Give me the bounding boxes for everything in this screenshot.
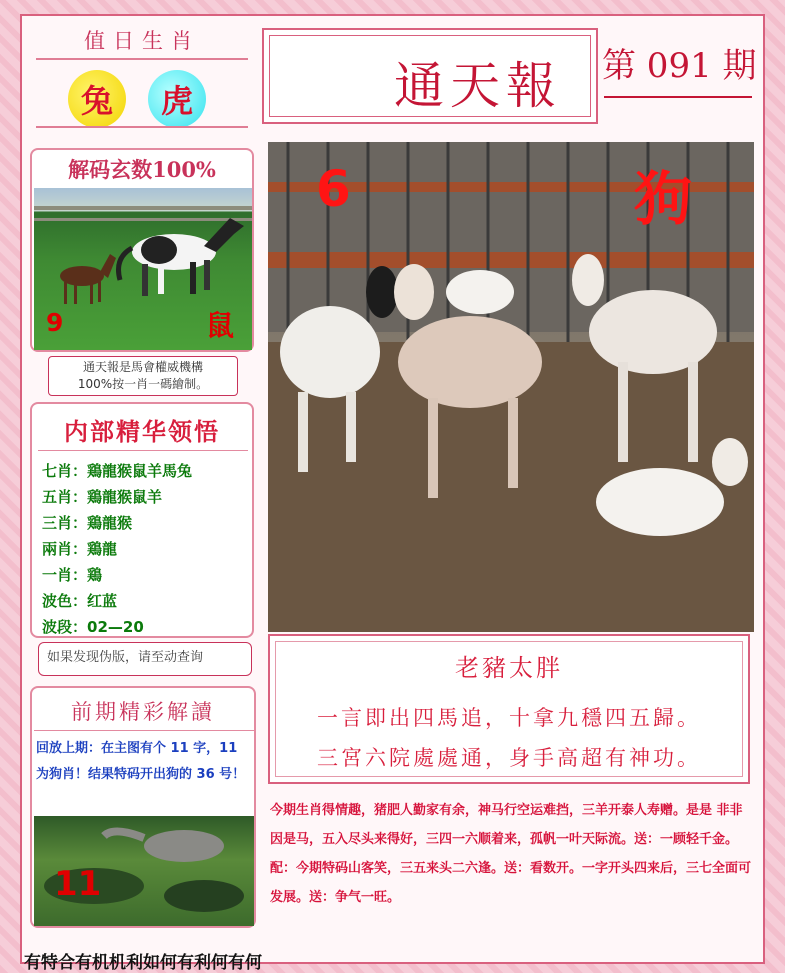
core-row-seven xyxy=(42,460,192,481)
decode-zodiac: 鼠 xyxy=(205,309,234,342)
core-row-label: 兩肖： xyxy=(42,540,88,558)
core-row-value: 鶏 xyxy=(87,566,103,584)
core-row-value: 鶏龍猴鼠羊馬兔 xyxy=(87,462,193,480)
core-row-three xyxy=(42,512,132,533)
poem-title: 老豬太胖 xyxy=(455,654,563,682)
core-row-value: 鶏龍猴 xyxy=(87,514,133,532)
core-row-label: 波段： xyxy=(42,618,88,636)
poem-box xyxy=(268,634,750,784)
daily-zodiac-title: 值日生肖 xyxy=(36,22,248,60)
review-panel xyxy=(30,686,256,928)
core-row-value: 02—20 xyxy=(87,618,144,636)
notice-line-2: 100%按一肖一碼繪制。 xyxy=(77,377,209,391)
main-prediction-text: 今期生肖得情趣，猪肥人勤家有余，神马行空运难挡，三羊开泰人寿赠。是是 非非因是马，五入尽头来得好，三四一六顺着来，孤帆一叶天际流。送：一顾轻千金。配：今期特码山客笑，三五来头二六逢。送：看数开。一字开头四来后，三七全面可发展。送：争气一旺。 xyxy=(270,803,752,905)
core-row-color xyxy=(42,590,117,611)
fake-version-notice: 如果发现伪版，请至动查询 xyxy=(38,642,252,676)
hero-number: 6 xyxy=(316,160,351,218)
divider xyxy=(34,730,254,731)
divider xyxy=(36,126,248,128)
horses-photo xyxy=(34,188,252,350)
zodiac-circle-tiger: 虎 xyxy=(148,70,206,128)
core-row-label: 三肖： xyxy=(42,514,88,532)
review-text: 回放上期：在主图有个 11 字，11 为狗肖！结果特码开出狗的 36 号！ xyxy=(36,741,246,782)
core-row-one xyxy=(42,564,102,585)
core-row-range xyxy=(42,616,144,637)
core-row-value: 鶏龍猴鼠羊 xyxy=(87,488,163,506)
daily-zodiac-box xyxy=(36,22,248,134)
newspaper-title: 通天報 xyxy=(394,57,562,115)
poem-line-1: 一言即出四馬追，十拿九穩四五歸。 xyxy=(317,706,701,730)
bottom-cutoff-text: 有特合有机机利如何有利何有何 xyxy=(24,953,262,970)
decode-number: 9 xyxy=(46,308,64,337)
core-insights-panel xyxy=(30,402,254,638)
decode-panel xyxy=(30,148,254,352)
authority-notice xyxy=(48,356,238,396)
core-row-two xyxy=(42,538,117,559)
core-row-label: 一肖： xyxy=(42,566,88,584)
poem-line-2: 三宮六院處處通，身手高超有神功。 xyxy=(317,746,701,770)
review-number: 11 xyxy=(54,864,102,904)
core-row-value: 红蓝 xyxy=(87,592,118,610)
masthead xyxy=(262,28,598,124)
monkey-photo xyxy=(34,816,254,926)
core-row-label: 七肖： xyxy=(42,462,88,480)
review-title: 前期精彩解讀 xyxy=(71,700,215,724)
core-row-value: 鶏龍 xyxy=(87,540,118,558)
zodiac-circle-rabbit: 兔 xyxy=(68,70,126,128)
notice-line-1: 通天報是馬會權威機構 xyxy=(82,360,203,374)
core-row-five xyxy=(42,486,162,507)
divider xyxy=(38,450,248,451)
core-title: 内部精华领悟 xyxy=(64,417,220,446)
core-row-label: 五肖： xyxy=(42,488,88,506)
core-row-label: 波色： xyxy=(42,592,88,610)
issue-underline xyxy=(604,96,752,98)
issue-number: 第 091 期 xyxy=(602,46,757,86)
sheep-photo xyxy=(268,142,754,632)
hero-zodiac: 狗 xyxy=(633,165,692,233)
decode-title: 解码玄数100% xyxy=(68,157,216,182)
